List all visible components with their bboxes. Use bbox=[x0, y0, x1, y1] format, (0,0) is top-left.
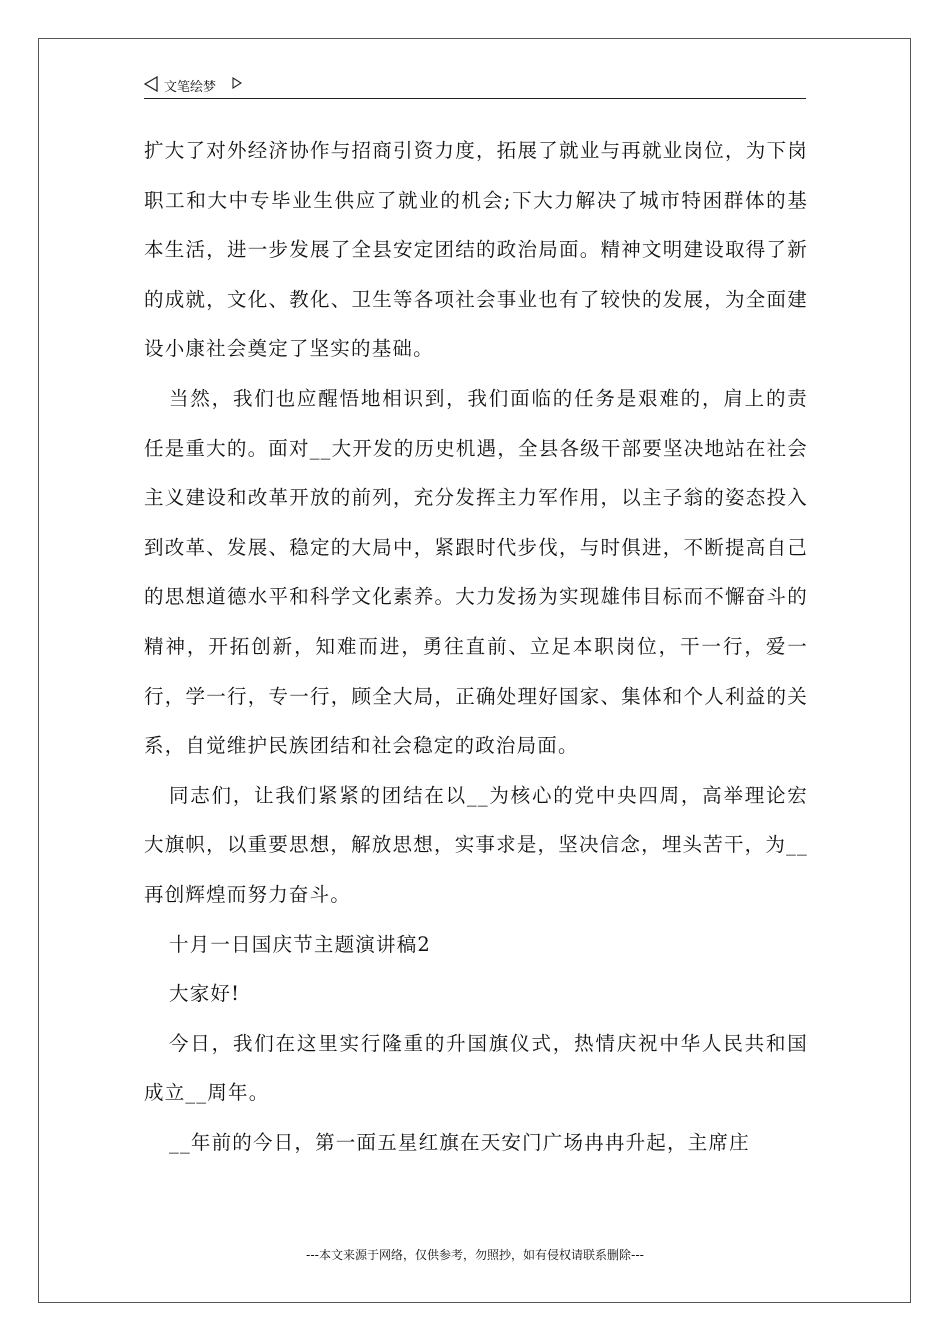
page-footer-disclaimer: ---本文来源于网络，仅供参考，勿照抄，如有侵权请联系删除--- bbox=[306, 1248, 644, 1262]
paragraph: 同志们，让我们紧紧的团结在以__为核心的党中央四周，高举理论宏大旗帜，以重要思想，解放思想，实事求是，坚决信念，埋头苦干，为__再创辉煌而努力奋斗。 bbox=[144, 783, 808, 906]
page-header bbox=[144, 72, 806, 99]
paragraph: 扩大了对外经济协作与招商引资力度，拓展了就业与再就业岗位，为下岗职工和大中专毕业生供应了就业的机会;下大力解决了城市特困群体的基本生活，进一步发展了全县安定团结的政治局面。精神文明建设取得了新的成就，文化、教化、卫生等各项社会事业也有了较快的发展，为全面建设小康社会奠定了坚实的基础。 bbox=[144, 139, 808, 361]
document-body bbox=[144, 126, 808, 1167]
triangle-right-icon bbox=[232, 77, 242, 89]
section-heading: 十月一日国庆节主题演讲稿2 bbox=[169, 932, 432, 956]
greeting: 大家好! bbox=[169, 982, 241, 1006]
header-brand: 文笔绘梦 bbox=[164, 80, 217, 95]
paragraph: 今日，我们在这里实行隆重的升国旗仪式，热情庆祝中华人民共和国成立__周年。 bbox=[144, 1031, 808, 1105]
paragraph: 当然，我们也应醒悟地相识到，我们面临的任务是艰难的，肩上的责任是重大的。面对__大开发的历史机遇，全县各级干部要坚决地站在社会主义建设和改革开放的前列，充分发挥主力军作用，以主子翁的姿态投入到改革、发展、稳定的大局中，紧跟时代步伐，与时俱进，不断提高自己的思想道德水平和科学文化素养。大力发扬为实现雄伟目标而不懈奋斗的精神，开拓创新，知难而进，勇往直前、立足本职岗位，干一行，爱一行，学一行，专一行，顾全大局，正确处理好国家、集体和个人利益的关系，自觉维护民族团结和社会稳定的政治局面。 bbox=[144, 386, 808, 758]
paragraph: __年前的今日，第一面五星红旗在天安门广场冉冉升起，主席庄 bbox=[169, 1130, 750, 1154]
triangle-left-icon bbox=[144, 76, 158, 92]
